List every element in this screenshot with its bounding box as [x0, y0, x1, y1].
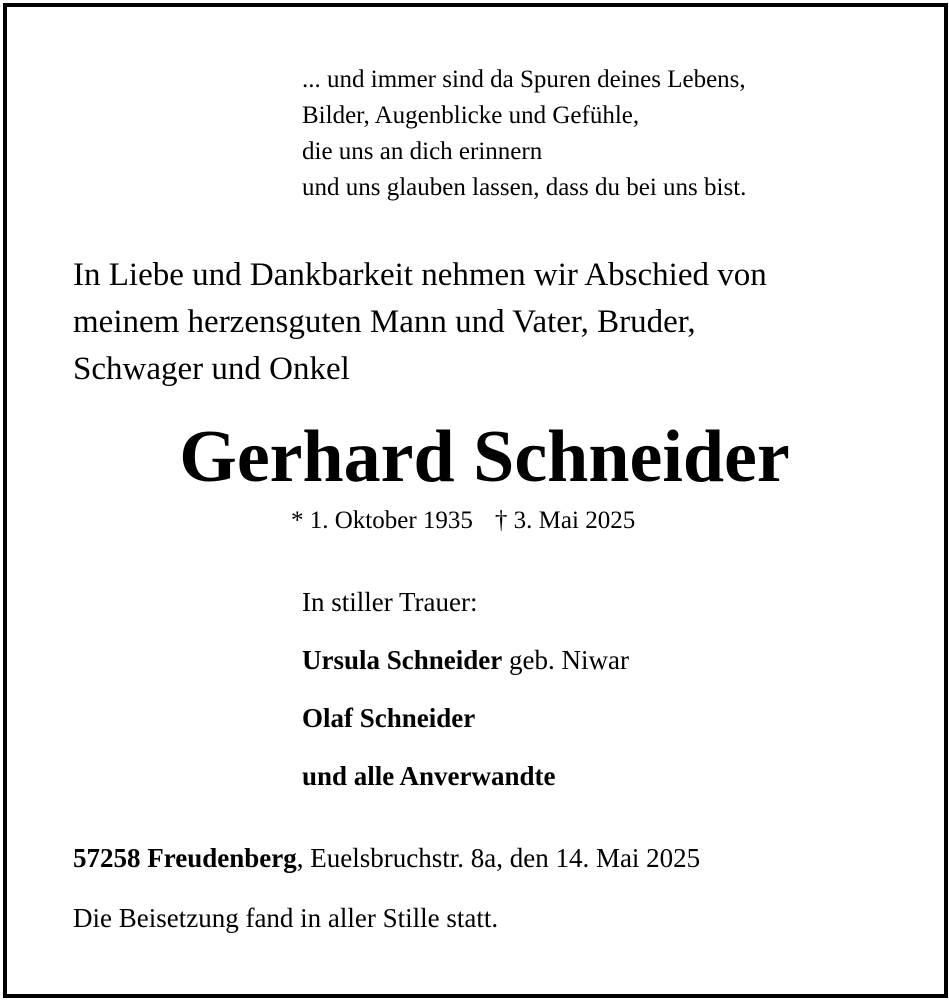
mourner-entry — [302, 699, 629, 737]
mourner-name: Ursula Schneider — [302, 645, 503, 675]
burial-note: Die Beisetzung fand in aller Stille statt. — [73, 903, 499, 933]
mourners-heading: In stiller Trauer: — [302, 587, 478, 617]
mourner-name: und alle Anverwandte — [302, 761, 556, 791]
death-date: † 3. Mai 2025 — [494, 507, 636, 534]
intro-line: Schwager und Onkel — [73, 351, 350, 387]
address-city: 57258 Freudenberg — [73, 843, 297, 873]
intro-line: In Liebe und Dankbarkeit nehmen wir Abschied von — [73, 257, 767, 293]
life-dates — [291, 505, 635, 537]
poem-line: Bilder, Augenblicke und Gefühle, — [302, 102, 640, 129]
mourner-entry — [302, 641, 629, 679]
mourner-note: geb. Niwar — [502, 645, 629, 675]
poem-line: die uns an dich erinnern — [302, 138, 543, 165]
address-line — [73, 838, 700, 878]
mourner-name: Olaf Schneider — [302, 703, 476, 733]
mourners-block — [302, 583, 629, 815]
poem-line: und uns glauben lassen, dass du bei uns bist. — [302, 174, 747, 201]
mourner-entry — [302, 757, 629, 795]
birth-date: * 1. Oktober 1935 — [291, 507, 473, 534]
farewell-intro — [73, 252, 767, 393]
address-rest: , Euelsbruchstr. 8a, den 14. Mai 2025 — [296, 843, 701, 873]
memorial-poem — [302, 62, 746, 206]
poem-line: ... und immer sind da Spuren deines Lebens, — [302, 66, 746, 93]
deceased-name: Gerhard Schneider — [179, 416, 790, 498]
intro-line: meinem herzensguten Mann und Vater, Bruder, — [73, 304, 696, 340]
